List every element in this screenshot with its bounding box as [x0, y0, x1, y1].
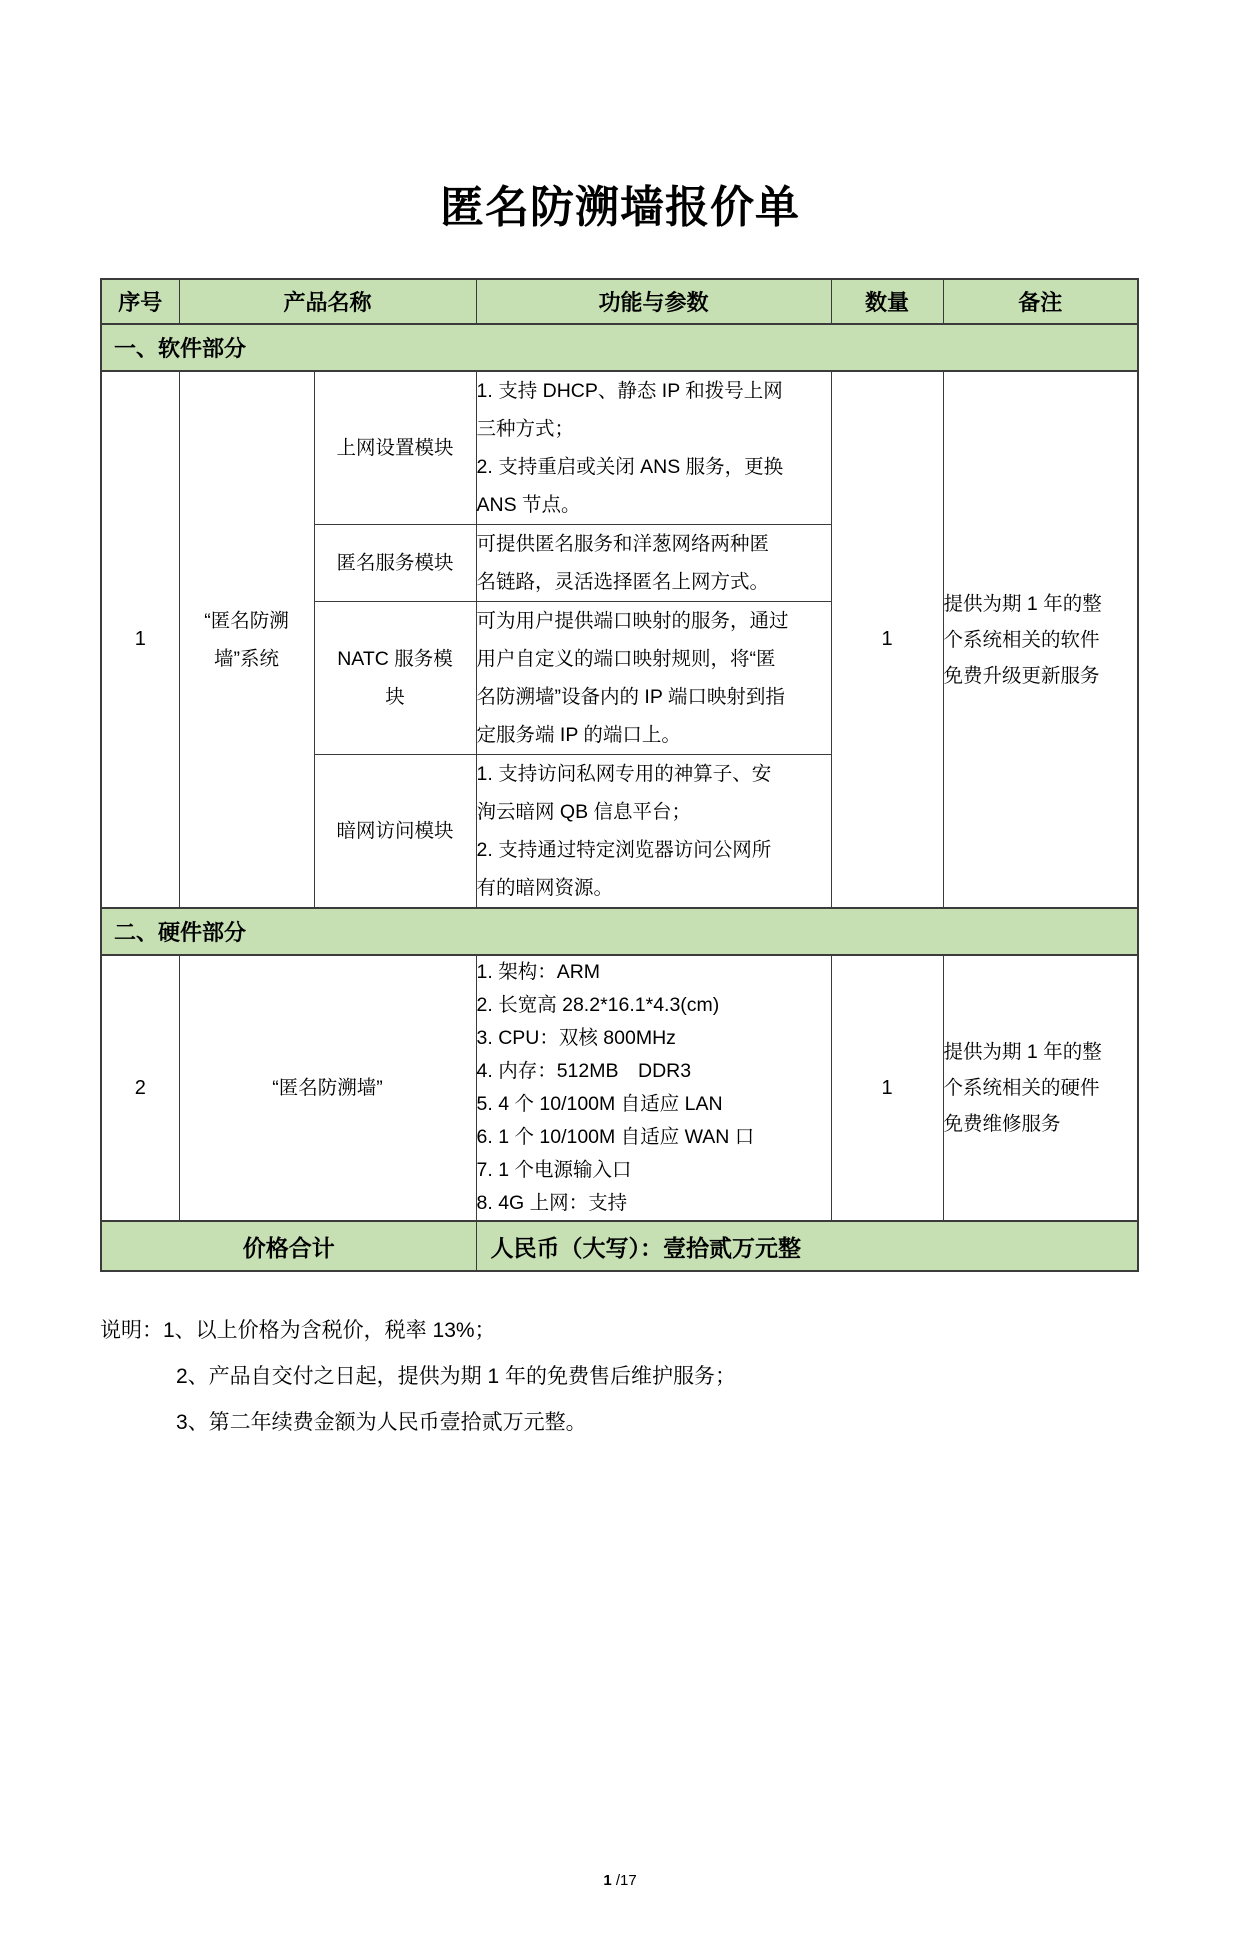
hardware-index: 2: [101, 955, 179, 1221]
total-label: 价格合计: [101, 1221, 476, 1271]
header-quantity: 数量: [831, 279, 943, 324]
note-line-1: [100, 1308, 1140, 1354]
note-line-2: 2、产品自交付之日起，提供为期 1 年的免费售后维护服务；: [176, 1365, 737, 1388]
header-index: 序号: [101, 279, 179, 324]
module-name-cell: 暗网访问模块: [314, 755, 476, 909]
module-content-cell: 1. 支持 DHCP、静态 IP 和拨号上网 三种方式； 2. 支持重启或关闭 ANS 服务，更换 ANS 节点。: [476, 371, 831, 525]
notes-prefix: 说明：: [100, 1319, 163, 1342]
software-quantity: 1: [831, 371, 943, 908]
hardware-row: [101, 955, 1138, 1221]
header-remark: 备注: [943, 279, 1138, 324]
module-name-cell: 上网设置模块: [314, 371, 476, 525]
notes-section: [100, 1308, 1140, 1446]
total-row: [101, 1221, 1138, 1271]
hardware-product-name: “匿名防溯墙”: [179, 955, 476, 1221]
page-title: 匿名防溯墙报价单: [440, 183, 800, 232]
section-software-label: 一、软件部分: [101, 324, 1138, 371]
table-header-row: [101, 279, 1138, 324]
note-line-3: 3、第二年续费金额为人民币壹拾贰万元整。: [176, 1411, 587, 1434]
software-remark: 提供为期 1 年的整 个系统相关的软件 免费升级更新服务: [943, 371, 1138, 908]
section-hardware-row: [101, 908, 1138, 955]
software-product-name: “匿名防溯 墙”系统: [179, 371, 314, 908]
section-hardware-label: 二、硬件部分: [101, 908, 1138, 955]
module-name-cell: 匿名服务模块: [314, 525, 476, 602]
page-number-total: /17: [615, 1872, 637, 1889]
document-page: [0, 182, 1240, 1446]
page-number-current: 1: [603, 1872, 612, 1889]
header-product: 产品名称: [179, 279, 476, 324]
total-value: 人民币（大写）：壹拾贰万元整: [476, 1221, 1138, 1271]
hardware-content-cell: 1. 架构：ARM 2. 长宽高 28.2*16.1*4.3(cm) 3. CPU：双核 800MHz 4. 内存：512MB DDR3 5. 4 个 10/100M 自适应 LAN 6. 1 个 10/100M 自适应 WAN 口 7. 1 个电源输入口 8. 4G 上网：支持: [476, 955, 831, 1221]
page-number: [0, 1872, 1240, 1889]
header-features: 功能与参数: [476, 279, 831, 324]
software-row-1: [101, 371, 1138, 525]
quotation-table: [100, 278, 1139, 1272]
section-software-row: [101, 324, 1138, 371]
note-item-1: 1、以上价格为含税价，税率 13%；: [163, 1319, 496, 1342]
module-content-cell: 可为用户提供端口映射的服务，通过 用户自定义的端口映射规则，将“匿 名防溯墙”设备内的 IP 端口映射到指 定服务端 IP 的端口上。: [476, 602, 831, 755]
module-content-cell: 1. 支持访问私网专用的神算子、安 洵云暗网 QB 信息平台； 2. 支持通过特定浏览器访问公网所 有的暗网资源。: [476, 755, 831, 909]
hardware-remark: 提供为期 1 年的整 个系统相关的硬件 免费维修服务: [943, 955, 1138, 1221]
software-index: 1: [101, 371, 179, 908]
module-name-cell: NATC 服务模 块: [314, 602, 476, 755]
hardware-quantity: 1: [831, 955, 943, 1221]
module-content-cell: 可提供匿名服务和洋葱网络两种匿 名链路，灵活选择匿名上网方式。: [476, 525, 831, 602]
